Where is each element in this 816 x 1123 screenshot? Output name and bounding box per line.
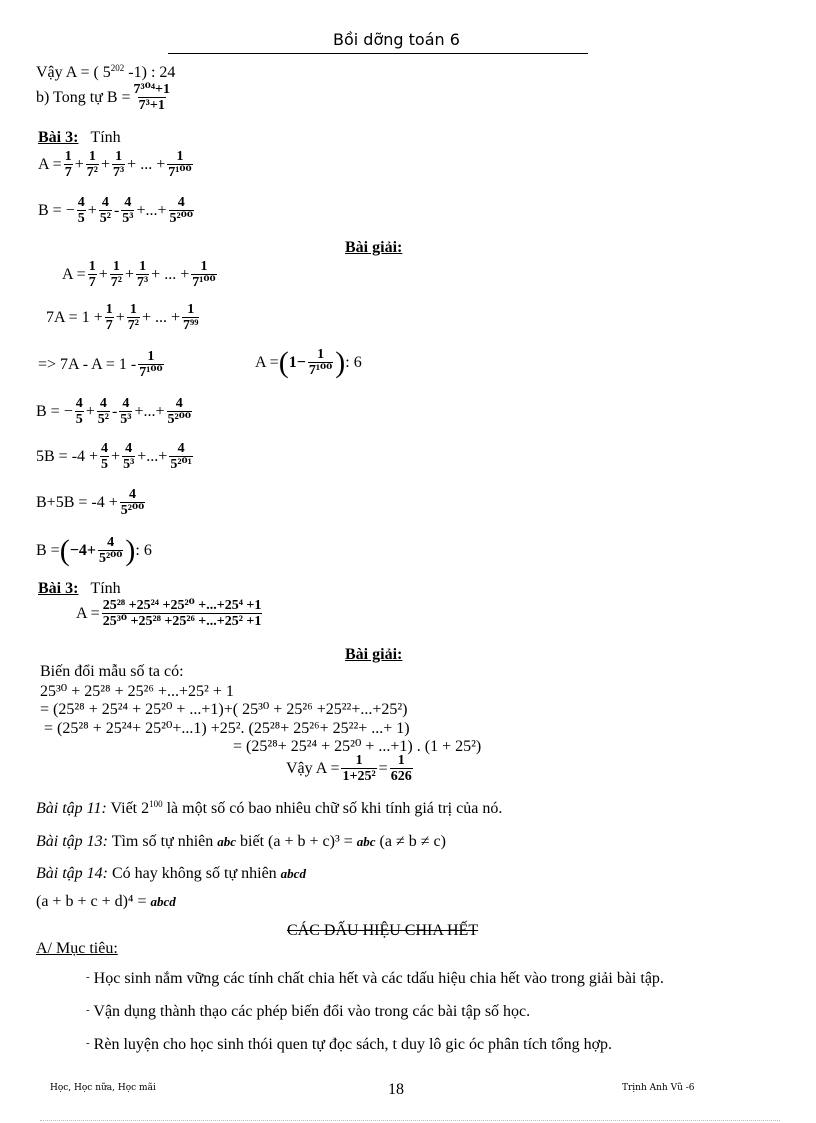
- den: 5²⁰⁰: [98, 551, 123, 566]
- den: 5²⁰⁰: [167, 412, 191, 427]
- B-result-line: B = ( −4+ $\frac{4}{\text{5²⁰⁰}}$ ) : 6: [36, 533, 152, 567]
- B-plus-5B-line: [36, 487, 147, 518]
- bt11-text: Viết 2: [106, 800, 150, 817]
- B-def-label: B = −: [38, 201, 75, 219]
- bt14-label: Bài tập 14:: [36, 865, 108, 882]
- den: 7²: [86, 165, 98, 180]
- den: 7³: [112, 165, 125, 180]
- vay-a-line: [36, 64, 175, 82]
- bai-tap-11: [36, 800, 502, 818]
- op: + ... +: [151, 265, 190, 283]
- B-plus-5B-label: B+5B = -4 +: [36, 493, 118, 511]
- page-number: 18: [388, 1081, 404, 1098]
- op: + ... +: [141, 308, 180, 326]
- A-big-num: 25²⁸ +25²⁴ +25²⁰ +...+25⁴ +1: [102, 598, 262, 613]
- frac: [105, 302, 114, 333]
- bullet-1: [86, 970, 664, 988]
- bullet-2: [86, 1003, 530, 1021]
- frac: [88, 259, 97, 290]
- A-big-fraction: [102, 598, 263, 629]
- op: +...+: [137, 447, 168, 465]
- den: 7³: [136, 275, 149, 290]
- A-big-fraction-line: [76, 598, 264, 629]
- bai3-1-heading: [38, 129, 121, 147]
- bt11-label: Bài tập 11:: [36, 800, 107, 817]
- frac: [98, 535, 123, 566]
- bt13-abc2: abc: [356, 834, 376, 849]
- baigiai-1: Bài giải:: [345, 239, 403, 256]
- den: 5: [77, 211, 85, 226]
- num: 1: [112, 259, 120, 274]
- fiveB-line: [36, 441, 195, 472]
- frac-1-7-100: [167, 149, 192, 180]
- section-title: CÁC DẤU HIỆU CHIA HẾT: [287, 922, 479, 939]
- den: 7: [88, 275, 96, 290]
- den: 5³: [120, 412, 132, 427]
- frac: [120, 487, 145, 518]
- bai3-2-word: Tính: [90, 580, 121, 597]
- den: 626: [390, 769, 412, 784]
- bullet-marker: -: [86, 971, 90, 983]
- bt14-text: Có hay không số tự nhiên: [108, 865, 281, 882]
- frac: [136, 259, 149, 290]
- muc-tieu: A/ Mục tiêu:: [36, 940, 118, 957]
- bt14-abcd2: abcd: [150, 894, 176, 909]
- num: 4: [101, 195, 109, 210]
- arrow-7A-label: => 7A - A = 1 -: [38, 355, 137, 373]
- num: 4: [175, 396, 183, 411]
- footer-rule: [40, 1120, 780, 1121]
- op: +: [111, 447, 121, 465]
- vay-a-prefix: Vậy A = ( 5: [36, 64, 111, 81]
- step-4: = (25²⁸+ 25²⁴ + 25²⁰ + ...+1) . (1 + 25²): [233, 738, 482, 755]
- frac: [97, 396, 110, 427]
- den: 7²: [127, 318, 139, 333]
- b-num: 7³⁰⁴+1: [133, 82, 171, 97]
- frac: [75, 396, 84, 427]
- bt11-rest: là một số có bao nhiêu chữ số khi tính giá trị của nó.: [162, 800, 503, 817]
- bt14-eq: (a + b + c + d)⁴ =: [36, 893, 151, 910]
- frac-1-7: [64, 149, 73, 180]
- num: 1: [88, 259, 96, 274]
- den: 5²⁰⁰: [120, 503, 145, 518]
- A-solution: [62, 259, 219, 290]
- num: 1: [105, 302, 113, 317]
- close-paren: ): [125, 533, 136, 567]
- bai3-2-title: Bài 3:: [38, 580, 79, 597]
- den: 7: [105, 318, 113, 333]
- bai-tap-14: [36, 865, 306, 883]
- den: 7²: [110, 275, 122, 290]
- b-line: [36, 82, 173, 113]
- vay-A2-line: [286, 753, 415, 784]
- num: 1: [317, 347, 325, 362]
- open-paren: (: [59, 533, 70, 567]
- frac: [110, 259, 123, 290]
- A-def-label: A =: [38, 155, 62, 173]
- bt11-exp: 100: [149, 799, 163, 809]
- num: 1: [115, 149, 123, 164]
- bt14-abcd: abcd: [280, 866, 306, 881]
- b-den: 7³+1: [138, 98, 165, 113]
- b-fraction: [133, 82, 172, 113]
- A-definition: [38, 149, 195, 180]
- num: 1: [139, 259, 147, 274]
- den: 5³: [123, 457, 135, 472]
- num: 4: [124, 195, 132, 210]
- op: =: [378, 759, 388, 777]
- num: 4: [128, 487, 136, 502]
- A-result-one: 1: [288, 353, 297, 371]
- frac: [169, 441, 193, 472]
- seven-A-line: [46, 302, 201, 333]
- bullet-2-text: Vận dụng thành thạo các phép biến đổi vào trong các bài tập số học.: [93, 1003, 531, 1020]
- op: +: [85, 402, 95, 420]
- den: 5²⁰¹: [170, 457, 192, 472]
- frac: [182, 302, 199, 333]
- bt13-label: Bài tập 13:: [36, 833, 108, 850]
- B-solution: [36, 396, 194, 427]
- frac-4-5-200: [169, 195, 194, 226]
- num: 1: [200, 259, 208, 274]
- op: +: [74, 155, 84, 173]
- seven-A-label: 7A = 1 +: [46, 308, 103, 326]
- num: 1: [187, 302, 195, 317]
- B-sol-label: B = −: [36, 402, 73, 420]
- bai3-2-heading: [38, 580, 121, 598]
- op: -: [111, 402, 118, 420]
- header-title: Bồi dỡng toán 6: [333, 30, 460, 49]
- frac-4-5-3: [121, 195, 134, 226]
- bullet-3: [86, 1036, 612, 1054]
- num: 4: [101, 441, 109, 456]
- bai-tap-13: [36, 833, 446, 851]
- op: +...+: [136, 201, 167, 219]
- bai3-1-title: Bài 3:: [38, 129, 79, 146]
- num: 4: [99, 396, 107, 411]
- bien-doi-line: Biến đổi mẫu số ta có:: [40, 663, 184, 680]
- bullet-1-text: Học sinh nắm vững các tính chất chia hết và các tdấu hiệu chia hết vào trong giải bài tập.: [93, 970, 664, 987]
- frac: [308, 347, 333, 378]
- step-1: 25³⁰ + 25²⁸ + 25²⁶ +...+25² + 1: [40, 683, 234, 700]
- den: 7¹⁰⁰: [308, 363, 333, 378]
- A-result-tail: : 6: [345, 353, 362, 371]
- num: 1: [176, 149, 184, 164]
- b-prefix: b) Tong tự B =: [36, 88, 131, 106]
- den: 5: [101, 457, 109, 472]
- frac: [119, 396, 132, 427]
- op: +: [124, 265, 134, 283]
- vay-a-exp: 202: [110, 63, 125, 73]
- A-sol-label: A =: [62, 265, 86, 283]
- vay-A2-frac2: [390, 753, 413, 784]
- vay-A2-frac: [341, 753, 376, 784]
- bullet-3-text: Rèn luyện cho học sinh thói quen tự đọc sách, t duy lô gic óc phân tích tổng hợp.: [93, 1036, 613, 1053]
- num: 4: [122, 396, 130, 411]
- close-paren: ): [335, 345, 346, 379]
- den: 5²: [99, 211, 111, 226]
- frac: [167, 396, 192, 427]
- frac-4-5-2: [99, 195, 112, 226]
- den: 5³: [122, 211, 134, 226]
- bt13-text: Tìm số tự nhiên: [108, 833, 218, 850]
- num: 1: [129, 302, 137, 317]
- B-result-label: B =: [36, 541, 60, 559]
- A-big-den: 25³⁰ +25²⁸ +25²⁶ +...+25² +1: [102, 614, 262, 629]
- frac: [127, 302, 140, 333]
- open-paren: (: [278, 345, 289, 379]
- den: 7¹⁰⁰: [168, 165, 192, 180]
- op: +: [100, 155, 110, 173]
- den: 5: [75, 412, 83, 427]
- num: 1: [355, 753, 363, 768]
- bt13-abc: abc: [217, 834, 237, 849]
- num: 4: [107, 535, 115, 550]
- A-big-label: A =: [76, 604, 100, 622]
- op: +: [115, 308, 125, 326]
- num: 1: [147, 349, 155, 364]
- bt13-tail: (a ≠ b ≠ c): [375, 833, 446, 850]
- num: 1: [64, 149, 72, 164]
- op: +: [87, 201, 97, 219]
- A-result-line: A = ( 1 − $\frac{1}{\text{7¹⁰⁰}}$ ) : 6: [255, 345, 362, 379]
- bullet-marker: -: [86, 1004, 90, 1016]
- footer-left: Học, Học nữa, Học mãi: [50, 1083, 156, 1093]
- frac-1-7-3: [112, 149, 125, 180]
- frac-4-5: [77, 195, 86, 226]
- num: 4: [77, 195, 85, 210]
- op: -: [113, 201, 120, 219]
- num: 1: [397, 753, 405, 768]
- op: + ... +: [127, 155, 166, 173]
- bt13-rest: biết (a + b + c)³ =: [236, 833, 357, 850]
- B-result-tail: : 6: [135, 541, 152, 559]
- op: +...+: [134, 402, 165, 420]
- header-rule: [168, 53, 588, 54]
- frac-1-7-2: [86, 149, 99, 180]
- baigiai-2: Bài giải:: [345, 646, 403, 663]
- step-3: = (25²⁸ + 25²⁴+ 25²⁰+...1) +25². (25²⁸+ 25²⁶+ 25²²+ ...+ 1): [44, 720, 410, 737]
- num: 4: [177, 441, 185, 456]
- frac: [138, 349, 163, 380]
- step-2: = (25²⁸ + 25²⁴ + 25²⁰ + ...+1)+( 25³⁰ + 25²⁶ +25²²+...+25²): [40, 701, 408, 718]
- vay-a-suffix: -1) : 24: [124, 64, 176, 81]
- frac: [100, 441, 109, 472]
- den: 5²⁰⁰: [169, 211, 193, 226]
- vay-A2-label: Vậy A =: [286, 759, 340, 777]
- frac: [191, 259, 216, 290]
- fiveB-label: 5B = -4 +: [36, 447, 99, 465]
- den: 7⁹⁹: [183, 318, 199, 333]
- den: 7: [64, 165, 72, 180]
- den: 1+25²: [342, 769, 376, 784]
- bai-tap-14-eq: [36, 893, 176, 911]
- op: +: [98, 265, 108, 283]
- A-result-label: A =: [255, 353, 279, 371]
- den: 5²: [97, 412, 109, 427]
- bai3-1-word: Tính: [90, 129, 121, 146]
- num: 4: [177, 195, 185, 210]
- den: 7¹⁰⁰: [192, 275, 216, 290]
- num: 1: [88, 149, 96, 164]
- arrow-7A-line: [38, 349, 166, 380]
- num: 4: [75, 396, 83, 411]
- footer-right: Trịnh Anh Vũ -6: [622, 1083, 695, 1093]
- bullet-marker: -: [86, 1037, 90, 1049]
- num: 4: [125, 441, 133, 456]
- frac: [122, 441, 135, 472]
- B-definition: [38, 195, 196, 226]
- den: 7¹⁰⁰: [139, 365, 163, 380]
